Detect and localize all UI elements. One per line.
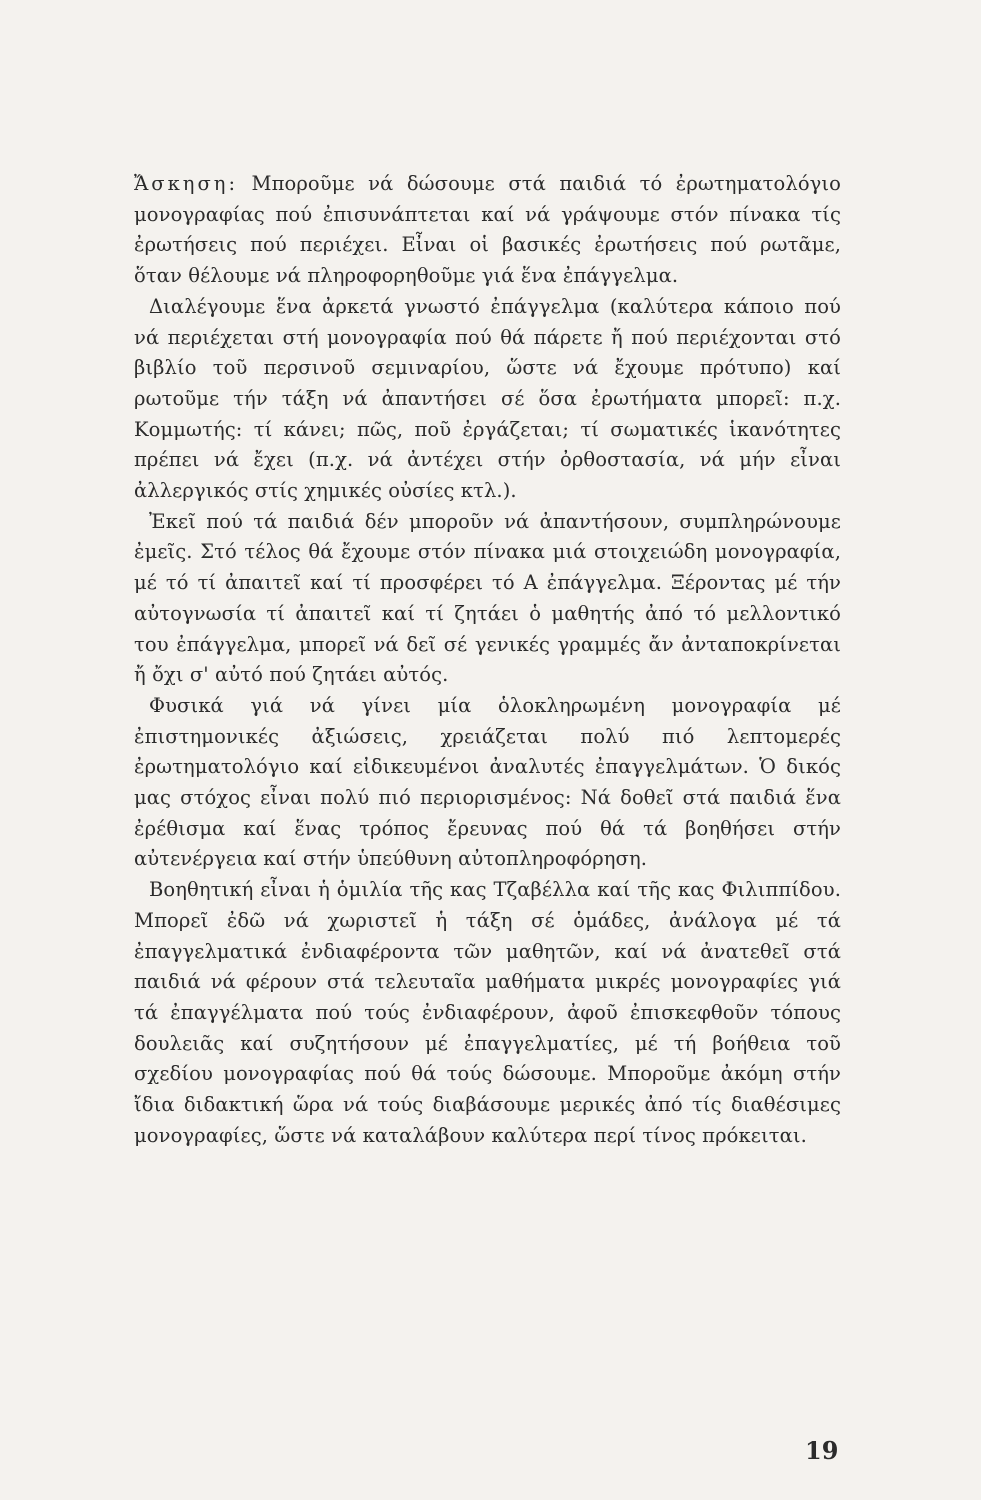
paragraph: Φυσικά γιά νά γίνει μία ὁλοκληρωμένη μονογραφία μέ ἐπιστημονικές ἀξιώσεις, χρειάζεται πολύ πιό λεπτομερές ἐρωτηματολόγιο καί εἰδικευμένοι ἀναλυτές ἐπαγγελμάτων. Ὁ δικός μας στόχος εἶναι πολύ πιό περιορισμένος: Νά δοθεῖ στά παιδιά ἕνα ἐρέθισμα καί ἕνας τρόπος ἔρευνας πού θά τά βοηθήσει στήν αὐτενέργεια καί στήν ὑπεύθυνη αὐτοπληροφόρηση. xyxy=(134,693,841,871)
exercise-label: Ἄσκηση: xyxy=(134,172,239,195)
page-number: 19 xyxy=(805,1436,839,1465)
paragraph: Βοηθητική εἶναι ἡ ὁμιλία τῆς κας Τζαβέλλα καί τῆς κας Φιλιππίδου. Μπορεῖ ἐδῶ νά χωριστεῖ ἡ τάξη σέ ὁμάδες, ἀνάλογα μέ τά ἐπαγγελματικά ἐνδιαφέροντα τῶν μαθητῶν, καί νά ἀνατεθεῖ στά παιδιά νά φέρουν στά τελευταῖα μαθήματα μικρές μονογραφίες γιά τά ἐπαγγέλματα πού τούς ἐνδιαφέρουν, ἀφοῦ ἐπισκεφθοῦν τόπους δουλειᾶς καί συζητήσουν μέ ἐπαγγελματίες, μέ τή βοήθεια τοῦ σχεδίου μονογραφίας πού θά τούς δώσουμε. Μποροῦμε ἀκόμη στήν ἴδια διδακτική ὥρα νά τούς διαβάσουμε μερικές ἀπό τίς διαθέσιμες μονογραφίες, ὥστε νά καταλάβουν καλύτερα περί τίνος πρόκειται. xyxy=(134,878,841,1147)
paragraph: Ἐκεῖ πού τά παιδιά δέν μποροῦν νά ἀπαντήσουν, συμπληρώνουμε ἐμεῖς. Στό τέλος θά ἔχουμε στόν πίνακα μιά στοιχειώδη μονογραφία, μέ τό τί ἀπαιτεῖ καί τί προσφέρει τό Α ἐπάγγελμα. Ξέροντας μέ τήν αὐτογνωσία τί ἀπαιτεῖ καί τί ζητάει ὁ μαθητής ἀπό τό μελλοντικό του ἐπάγγελμα, μπορεῖ νά δεῖ σέ γενικές γραμμές ἄν ἀνταποκρίνεται ἤ ὄχι σ' αὐτό πού ζητάει αὐτός. xyxy=(134,509,841,687)
paragraph: Διαλέγουμε ἕνα ἀρκετά γνωστό ἐπάγγελμα (καλύτερα κάποιο πού νά περιέχεται στή μονογραφία πού θά πάρετε ἤ πού περιέχονται στό βιβλίο τοῦ περσινοῦ σεμιναρίου, ὥστε νά ἔχουμε πρότυπο) καί ρωτοῦμε τήν τάξη νά ἀπαντήσει σέ ὅσα ἐρωτήματα μπορεῖ: π.χ. Κομμωτής: τί κάνει; πῶς, ποῦ ἐργάζεται; τί σωματικές ἱκανότητες πρέπει νά ἔχει (π.χ. νά ἀντέχει στήν ὀρθοστασία, νά μήν εἶναι ἀλλεργικός στίς χημικές οὐσίες κτλ.). xyxy=(134,294,841,503)
exercise-intro: Μποροῦμε νά δώσουμε στά παιδιά τό ἐρωτηματολόγιο μονογραφίας πού ἐπισυνάπτεται καί νά γράψουμε στόν πίνακα τίς ἐρωτήσεις πού περιέχει. Εἶναι οἱ βασικές ἐρωτήσεις πού ρωτᾶμε, ὅταν θέλουμε νά πληροφορηθοῦμε γιά ἕνα ἐπάγγελμα. xyxy=(134,172,841,288)
body-text xyxy=(134,169,841,1152)
exercise-paragraph xyxy=(134,169,841,292)
